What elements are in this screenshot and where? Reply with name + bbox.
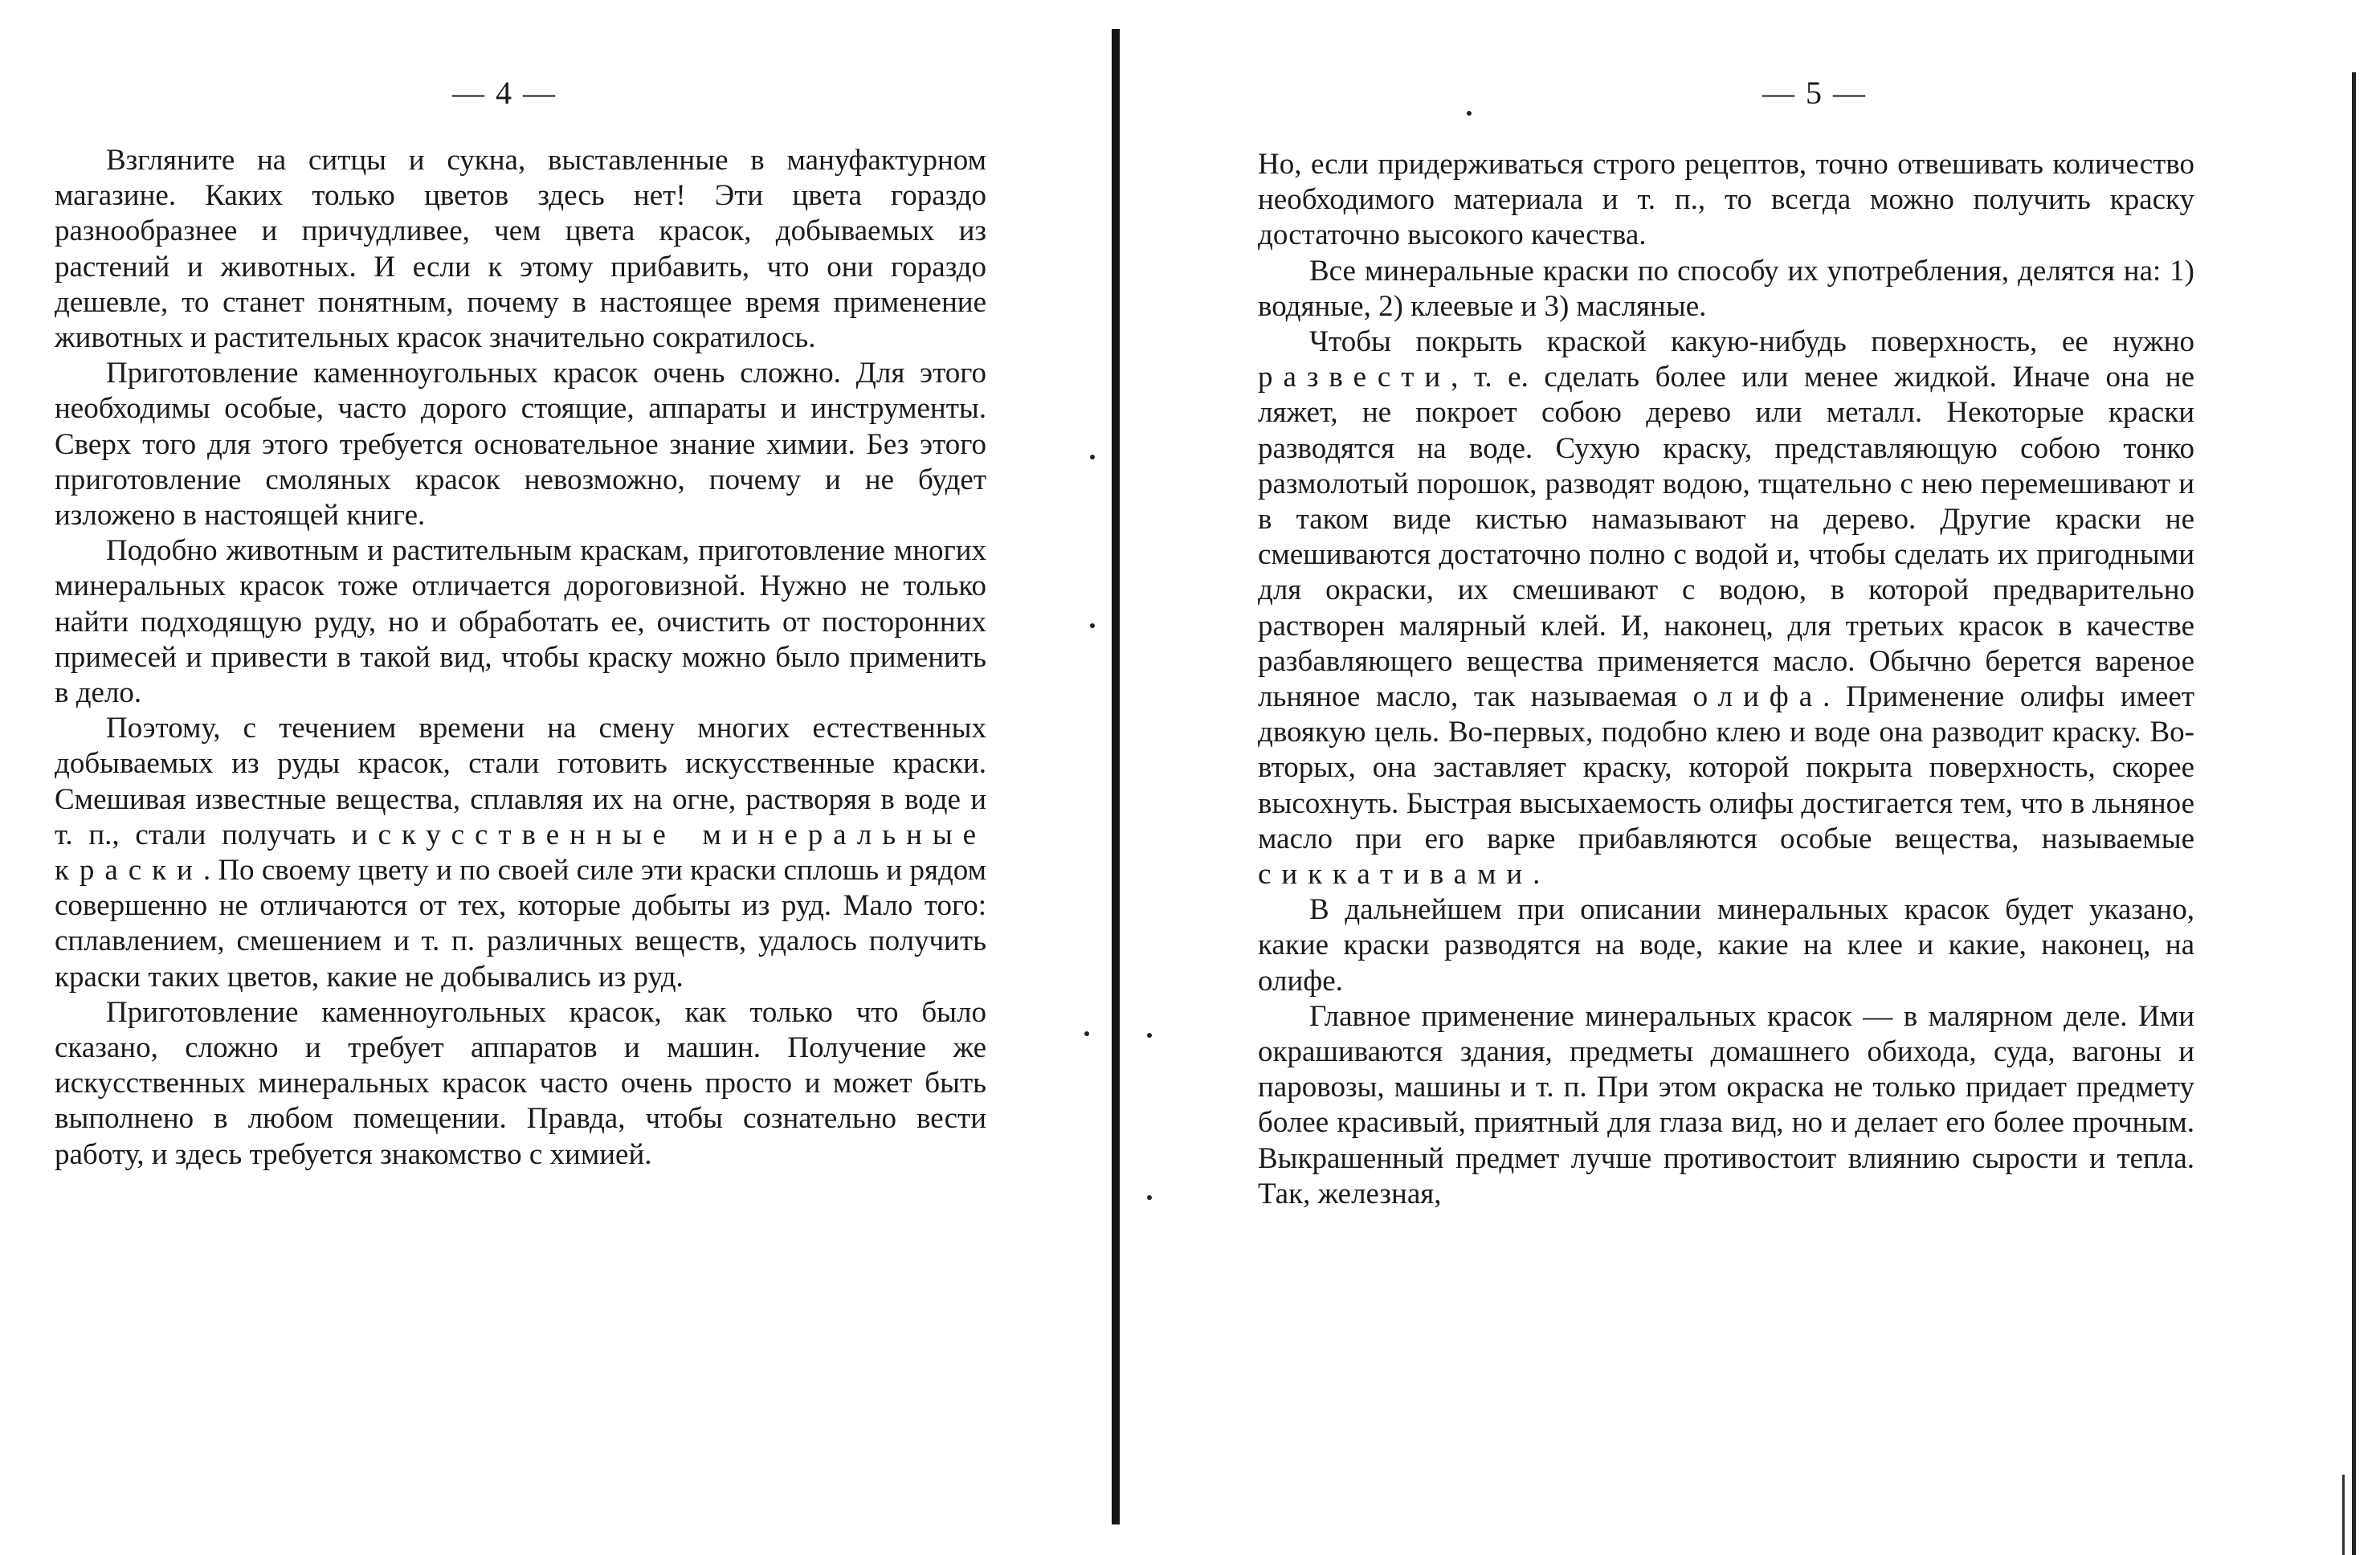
page-edge-line-secondary [2342,1475,2345,1555]
scan-speck [1147,1033,1152,1038]
paragraph-text: Чтобы покрыть краской какую-нибудь поверхность, ее нужно [1309,325,2194,359]
page-number: — 4 — [452,75,557,111]
gutter-line [1112,29,1120,1524]
paragraph: В дальнейшем при описании минеральных красок будет указано, какие краски разводятся на воде, какие на клее и какие, наконец, на олифе. [1258,893,2194,998]
spaced-emphasis: сиккативами [1258,858,1533,892]
paragraph: Приготовление каменноугольных красок, как только что было сказано, сложно и требует аппаратов и машин. Получение же искусственных минеральных красок часто очень просто и может быть выполнено в любом помещении. Правда, чтобы сознательно вести работу, и здесь требуется знакомство с химией. [55,995,986,1171]
paragraph: Главное применение минеральных красок — в малярном деле. Ими окрашиваются здания, предметы домашнего обихода, суда, вагоны и паровозы, машины и т. п. При этом окраска не только придает предмету более красивый, приятный для глаза вид, но и делает его более прочным. Выкрашенный предмет лучше противостоит влиянию сырости и тепла. Так, железная, [1258,999,2194,1210]
spaced-emphasis: олифа [1692,680,1823,714]
page-edge-line [2352,72,2356,1555]
paragraph: Взгляните на ситцы и сукна, выставленные в мануфактурном магазине. Каких только цветов здесь нет! Эти цвета гораздо разнообразнее и причудливее, чем цвета красок, добываемых из растений и животных. И если к этому прибавить, что они гораздо дешевле, то станет понятным, почему в настоящее время применение животных и растительных красок значительно сократилось. [55,144,986,355]
paragraph-text: Поэтому, с течением времени на смену многих естественных добываемых из руды красок, стали готовить искусственные краски. Смешивая известные вещества, сплавляя их на огне, растворяя в воде и т. п., стали получать [55,712,986,851]
right-page-text [1258,147,2194,1212]
left-page [55,0,986,1555]
paragraph-text: , т. е. сделать более или менее жидкой. Иначе она не ляжет, не покроет собою дерево или металл. Некоторые краски разводятся на воде. Сухую краску, представляющую собою тонко размолотый порошок, разводят водою, тщательно с нею перемешивают и в таком виде кистью намазывают на дерево. Другие краски не смешиваются достаточно полно с водой и, чтобы сделать их пригодными для окраски, их смешивают с водою, в которой предварительно растворен малярный клей. И, наконец, для третьих красок в качестве разбавляющего вещества применяется масло. Обычно берется вареное льняное масло, так называемая [1258,361,2194,714]
paragraph: Все минеральные краски по способу их употребления, делятся на: 1) водяные, 2) клеевые и 3) масляные. [1258,254,2194,323]
scan-speck [1084,1031,1089,1036]
paragraph [55,711,986,995]
scan-speck [1090,455,1095,459]
scan-speck [1147,1195,1152,1200]
paragraph-text: . [1533,858,1541,892]
paragraph-text: . Применение олифы имеет двоякую цель. Во-первых, подобно клею и воде она разводит краску. Во-вторых, она заставляет краску, которой покрыта поверхность, скорее высохнуть. Быстрая высыхаемость олифы достигается тем, что в льняное масло при его варке прибавляются особые вещества, называемые [1258,680,2195,855]
paragraph [1258,324,2194,892]
spaced-emphasis: развести [1258,361,1451,394]
right-page [1258,0,2194,1555]
paragraph-continued: Но, если придерживаться строго рецептов, точно отвешивать количество необходимого материала и т. п., то всегда можно получить краску достаточно высокого качества. [1258,148,2194,252]
paragraph-text: . По своему цвету и по своей силе эти краски сплошь и рядом совершенно не отличаются от тех, которые добыты из руд. Мало того: сплавлением, смешением и т. п. различных веществ, удалось получить краски таких цветов, какие не добывались из руд. [55,854,986,994]
paragraph: Подобно животным и растительным краскам, приготовление многих минеральных красок тоже отличается дороговизной. Нужно не только найти подходящую руду, но и обработать ее, очистить от посторонних примесей и привести в такой вид, чтобы краску можно было применить в дело. [55,534,986,710]
spaced-emphasis: искусственные минеральные краски [55,818,987,888]
scan-speck [1090,623,1095,628]
left-page-text [55,143,986,1173]
page-number: — 5 — [1762,75,1867,111]
paragraph: Приготовление каменноугольных красок очень сложно. Для этого необходимы особые, часто дорого стоящие, аппараты и инструменты. Сверх того для этого требуется основательное знание химии. Без этого приготовление смоляных красок невозможно, почему и не будет изложено в настоящей книге. [55,357,986,533]
